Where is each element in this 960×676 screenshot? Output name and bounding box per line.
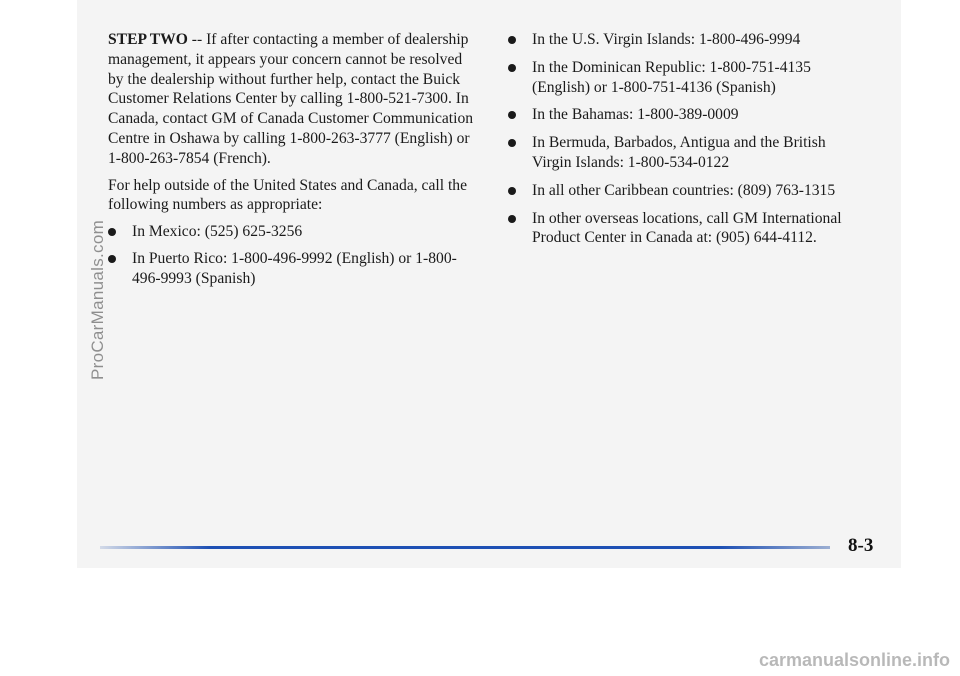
right-bullet-list bbox=[508, 30, 868, 248]
list-item bbox=[508, 209, 868, 249]
list-item-text: In all other Caribbean countries: (809) 763-1315 bbox=[532, 181, 836, 199]
list-item bbox=[108, 222, 478, 242]
list-item-text: In Mexico: (525) 625-3256 bbox=[132, 223, 303, 241]
list-item bbox=[108, 249, 478, 289]
left-column bbox=[108, 30, 478, 296]
side-watermark: ProCarManuals.com bbox=[88, 219, 107, 380]
list-item bbox=[508, 58, 868, 98]
bullet-icon bbox=[108, 255, 116, 263]
bullet-icon bbox=[108, 228, 116, 236]
step-two-text: If after contacting a member of dealership management, it appears your concern cannot be resolved by the dealership without further help, contact the Buick Customer Relations Center by calling 1-800-521-7300. In Canada, contact GM of Canada Customer Communication Centre in Oshawa by calling 1-800-263-3777 (English) or 1-800-263-7854 (French). bbox=[108, 31, 474, 167]
bullet-icon bbox=[508, 111, 516, 119]
bottom-watermark: carmanualsonline.info bbox=[758, 650, 950, 670]
left-bullet-list bbox=[108, 222, 478, 288]
bullet-icon bbox=[508, 187, 516, 195]
bullet-icon bbox=[508, 36, 516, 44]
footer-rule bbox=[100, 546, 830, 549]
step-two-label: STEP TWO bbox=[108, 31, 188, 48]
step-two-paragraph bbox=[108, 30, 478, 169]
list-item bbox=[508, 30, 868, 50]
list-item bbox=[508, 181, 868, 201]
list-item-text: In Puerto Rico: 1-800-496-9992 (English) or 1-800-496-9993 (Spanish) bbox=[132, 249, 457, 287]
page-number: 8-3 bbox=[848, 535, 874, 556]
outside-us-intro: For help outside of the United States and Canada, call the following numbers as appropriate: bbox=[108, 176, 467, 214]
right-column bbox=[508, 30, 868, 256]
list-item-text: In the Dominican Republic: 1-800-751-4135 (English) or 1-800-751-4136 (Spanish) bbox=[532, 58, 811, 96]
list-item bbox=[508, 105, 868, 125]
step-two-dash: -- bbox=[187, 31, 207, 48]
list-item bbox=[508, 133, 868, 173]
list-item-text: In the U.S. Virgin Islands: 1-800-496-9994 bbox=[532, 31, 801, 48]
bullet-icon bbox=[508, 215, 516, 223]
bullet-icon bbox=[508, 64, 516, 72]
list-item-text: In the Bahamas: 1-800-389-0009 bbox=[532, 106, 739, 124]
list-item-text: In Bermuda, Barbados, Antigua and the British Virgin Islands: 1-800-534-0122 bbox=[532, 134, 826, 171]
list-item-text: In other overseas locations, call GM International Product Center in Canada at: (905) 644-4112. bbox=[532, 209, 842, 247]
bullet-icon bbox=[508, 139, 516, 147]
